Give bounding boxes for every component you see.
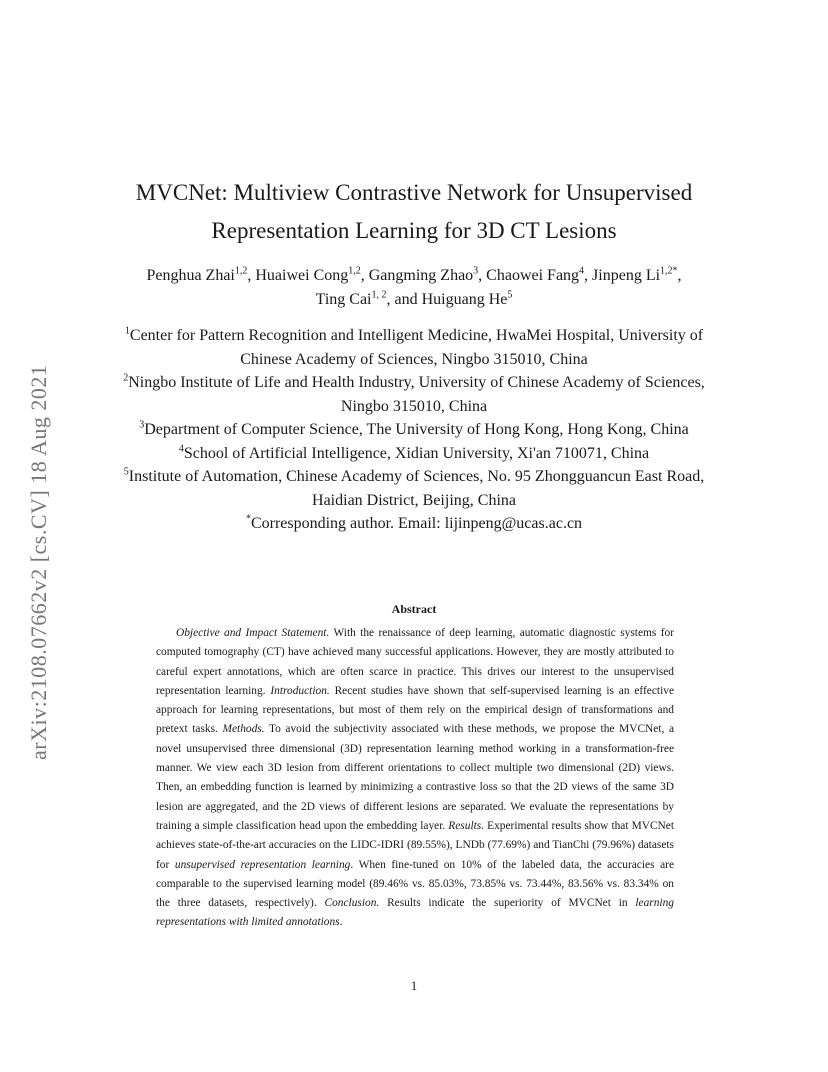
affiliation-item (100, 442, 728, 466)
affiliation-list (100, 324, 728, 536)
affiliation-text: Center for Pattern Recognition and Intelligent Medicine, HwaMei Hospital, University of Chinese Academy of Sciences, Ningbo 315010, China (129, 327, 704, 368)
author-affiliation-marker: 1, 2 (371, 289, 387, 301)
affiliation-marker: 1 (124, 325, 130, 337)
affiliation-marker: 5 (123, 466, 129, 478)
affiliation-text: Ningbo Institute of Life and Health Industry, University of Chinese Academy of Sciences, Ningbo 315010, China (128, 374, 705, 415)
author-affiliation-marker: 1,2 (234, 265, 248, 277)
affiliation-marker: 4 (178, 443, 184, 455)
abstract-section-label: Conclusion. (324, 897, 380, 910)
abstract-emphasis: unsupervised representation learning (174, 858, 351, 871)
abstract-text: . (339, 916, 343, 929)
affiliation-text: School of Artificial Intelligence, Xidian University, Xi'an 710071, China (183, 444, 650, 462)
author-affiliation-marker: 3 (473, 265, 479, 277)
affiliation-marker: 2 (123, 372, 129, 384)
affiliation-item (100, 324, 728, 371)
author-list: Penghua Zhai$^{1,2}$, Huaiwei Cong$^{1,2}$, Gangming Zhao$^3$, Chaowei Fang$^4$, Jinpeng $Li^{1,2*}$, Ting Cai$^{1, 2}$, and Huiguang He$^5$ (146, 265, 682, 308)
author-affiliation-marker: 1,2 (348, 265, 361, 277)
abstract-text: With the renaissance of deep learning, automatic diagnostic systems for computed tomography (CT) have achieved many successful applications. However, they are mostly attributed to careful expert annotations, which are often scarce in practice. This drives our interest to the unsupervised representation learning. (156, 627, 674, 697)
affiliation-text: Department of Computer Science, The University of Hong Kong, Hong Kong, China (144, 421, 689, 438)
author-affiliation-marker: 1,2* (660, 265, 678, 277)
abstract-heading: Abstract (391, 602, 437, 616)
affiliation-marker: * (245, 513, 251, 525)
abstract-section-label: Results. (448, 819, 485, 832)
affiliation-text: Institute of Automation, Chinese Academy of Sciences, No. 95 Zhongguancun East Road, Haidian District, Beijing, China (128, 468, 705, 509)
affiliation-marker: 3 (139, 419, 145, 431)
affiliation-item (100, 465, 728, 512)
author-name: Huiguang He (421, 291, 508, 308)
abstract-text: To avoid the subjectivity associated with these methods, we propose the MVCNet, a novel unsupervised three dimensional (3D) representation learning method working in a transformation-free manner. We view each 3D lesion from different orientations to collect multiple two dimensional (2D) views. Then, an embedding function is learned by minimizing a contrastive loss so that the 2D views of the same 3D lesion are aggregated, and the 2D views of different lesions are separated. We evaluate the representations by training a simple classification head upon the embedding layer. (156, 723, 675, 832)
corresponding-author (100, 512, 728, 536)
title-line-1: MVCNet: Multiview Contrastive Network for Unsupervised (135, 180, 693, 205)
abstract-text: Experimental results show that MVCNet achieves state-of-the-art accuracies on the LIDC-IDRI (89.55%), LNDb (77.69%) and TianChi (79.96%) datasets for (156, 819, 674, 871)
author-name: Ting Cai (315, 291, 372, 308)
author-affiliation-marker: 5 (507, 289, 513, 301)
author-name: Huaiwei Cong (255, 267, 349, 284)
affiliation-text: Corresponding author. Email: lijinpeng@ucas.ac.cn (250, 515, 583, 532)
abstract-emphasis: learning representations with limited annotations (156, 897, 674, 929)
page-number: 1 (410, 978, 418, 993)
title-line-2: Representation Learning for 3D CT Lesions (211, 218, 617, 243)
author-name: Gangming Zhao (368, 267, 474, 284)
author-affiliation-marker: 4 (579, 265, 585, 277)
author-name: Penghua Zhai (146, 267, 235, 284)
abstract-text: Results indicate the superiority of MVCNet in (379, 897, 636, 910)
author-name: Chaowei Fang (486, 267, 580, 284)
abstract-section-label: Introduction. (270, 684, 330, 697)
affiliation-item (100, 418, 728, 442)
abstract-text: Recent studies have shown that self-supervised learning is an effective approach for learning representations, but most of them rely on the empirical design of transformations and pretext tasks. (156, 684, 674, 736)
abstract-section-label: Objective and Impact Statement. (176, 627, 330, 639)
abstract-section-label: Methods. (222, 723, 265, 736)
paper-title (100, 174, 728, 250)
abstract-text: . When fine-tuned on 10% of the labeled data, the accuracies are comparable to the supervised learning model (89.46% vs. 85.03%, 73.85% vs. 73.44%, 83.56% vs. 83.34% on the three datasets, respectively). (156, 858, 675, 910)
arxiv-identifier-text: arXiv:2108.07662v2 [cs.CV] 18 Aug 2021 (26, 364, 51, 760)
arxiv-identifier (18, 280, 58, 760)
abstract-body (156, 624, 674, 933)
affiliation-item (100, 371, 728, 418)
author-name: Jinpeng Li (592, 267, 661, 284)
